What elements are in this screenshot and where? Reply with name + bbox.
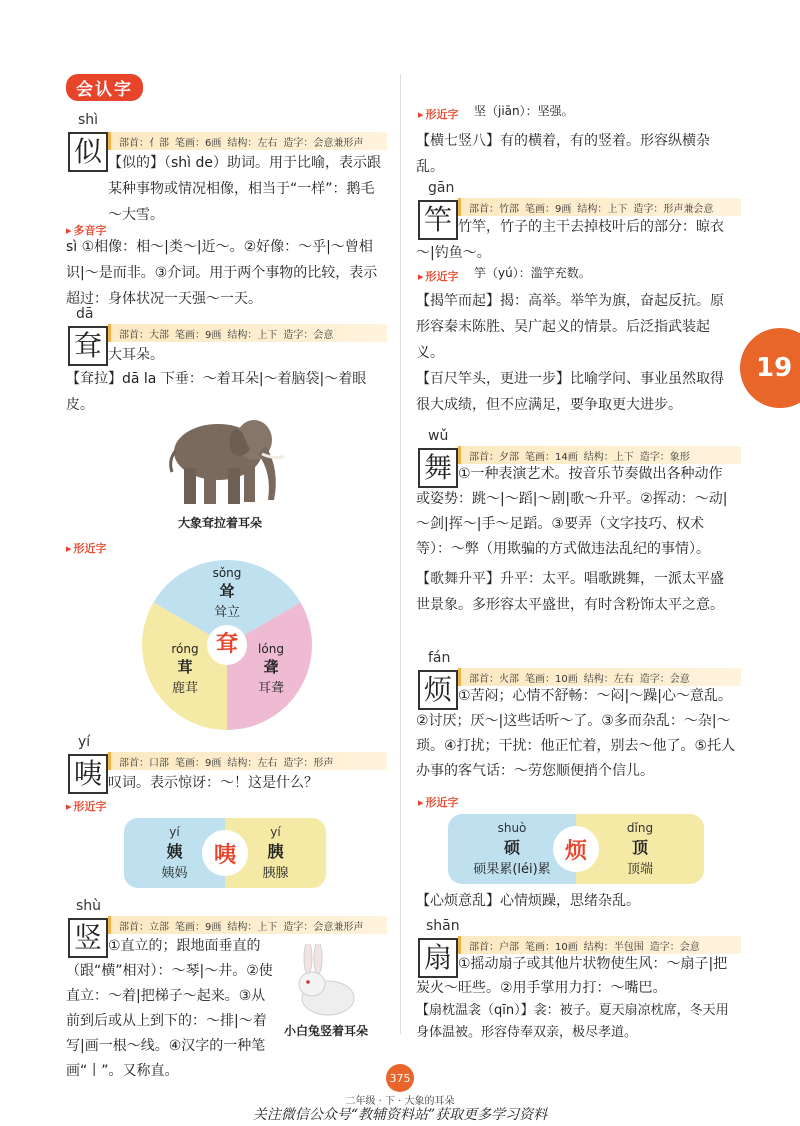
entry-wu-idiom: 【歌舞升平】升平：太平。唱歌跳舞，一派太平盛世景象。多形容太平盛世，有时含粉饰太平之意。 <box>416 571 724 613</box>
entry-gan-tag: ▸ 形近字 <box>418 268 459 284</box>
entry-gan-idiom1: 【揭竿而起】揭：高举。举竿为旗，奋起反抗。原形容秦末陈胜、吴广起义的情景。后泛指武装起义。 <box>416 293 724 361</box>
entry-wu-pinyin: wǔ <box>428 428 449 444</box>
entry-shu-tag: ▸ 形近字 <box>418 106 459 122</box>
entry-yi-text1: 叹词。表示惊讶：～！这是什么？ <box>108 775 318 791</box>
entry-shu-meta: 部首：立部 笔画：9画 结构：上下 造字：会意兼形声 <box>108 916 387 934</box>
entry-gan-text1: 竹竿，竹子的主干去掉枝叶后的部分：晾衣～|钓鱼～。 <box>416 219 724 261</box>
entry-shan-char: 扇 <box>418 938 458 978</box>
entry-da-meta: 部首：大部 笔画：9画 结构：上下 造字：会意 <box>108 324 387 342</box>
entry-shu-char: 竖 <box>68 918 108 958</box>
rabbit-caption: 小白兔竖着耳朵 <box>284 1024 369 1038</box>
entry-fan-text1: ①苦闷；心情不舒畅：～闷|～躁|心～意乱。②讨厌；厌～|这些话听～了。③多而杂乱：～杂|～琐。④打扰；干扰：他正忙着，别去～他了。⑤托人办事的客气话：～劳您顺便捎个信儿。 <box>416 688 736 779</box>
rabbit-image <box>284 944 364 1018</box>
entry-shu-idiom: 【横七竖八】有的横着，有的竖着。形容纵横杂乱。 <box>416 133 710 175</box>
entry-si-text1: 【似的】（shì de）助词。用于比喻，表示跟某种事物或情况相像，相当于“一样”：鹅毛～大雪。 <box>108 155 382 223</box>
entry-shan-text1: ①摇动扇子或其他片状物使生风：～扇子|把炭火～旺些。②用手掌用力打：～嘴巴。 <box>416 956 728 996</box>
entry-shu-tag-text: 坚（jiān）：坚强。 <box>474 104 574 118</box>
entry-wu-char: 舞 <box>418 448 458 488</box>
column-divider <box>400 74 401 1034</box>
entry-fan-idiom: 【心烦意乱】心情烦躁，思绪杂乱。 <box>416 893 640 909</box>
pie-item-left: róng 茸 鹿茸 <box>171 642 199 696</box>
yi-similar-pair: yí 姨 姨妈 yí 胰 胰腺 咦 <box>124 818 326 888</box>
entry-shu-pinyin: shù <box>76 898 102 914</box>
page-tab: 19 <box>740 328 800 408</box>
elephant-caption: 大象耷拉着耳朵 <box>178 516 263 530</box>
entry-shan-meta: 部首：户部 笔画：10画 结构：半包围 造字：会意 <box>458 936 741 954</box>
entry-gan-idiom2: 【百尺竿头，更进一步】比喻学问、事业虽然取得很大成绩，但不应满足，要争取更大进步。 <box>416 371 724 413</box>
entry-wu-meta: 部首：夕部 笔画：14画 结构：上下 造字：象形 <box>458 446 741 464</box>
entry-yi-meta: 部首：口部 笔画：9画 结构：左右 造字：形声 <box>108 752 387 770</box>
entry-da-tag: ▸ 形近字 <box>66 540 107 556</box>
entry-gan-meta: 部首：竹部 笔画：9画 结构：上下 造字：形声兼会意 <box>458 198 741 216</box>
entry-shan-idiom: 【扇枕温衾（qīn）】衾：被子。夏天扇凉枕席，冬天用身体温被。形容侍奉双亲，极尽孝道。 <box>416 1003 729 1040</box>
entry-yi-char: 咦 <box>68 754 108 794</box>
entry-fan-char: 烦 <box>418 670 458 710</box>
entry-si-tag: ▸ 多音字 <box>66 222 107 238</box>
entry-shu-text1: ①直立的；跟地面垂直的（跟“横”相对）：～琴|～井。②使直立：～着|把梯子～起来。③从前到后或从上到下的：～排|～着写|画一根～线。④汉字的一种笔画“丨”。又称直。 <box>66 938 273 1079</box>
entry-si-pinyin: shì <box>78 112 99 128</box>
entry-fan-tag: ▸ 形近字 <box>418 794 459 810</box>
entry-fan-pinyin: fán <box>428 650 451 666</box>
entry-yi-pinyin: yí <box>78 734 91 750</box>
entry-gan-tag-text: 竽（yú）：滥竽充数。 <box>474 266 591 280</box>
entry-fan-meta: 部首：火部 笔画：10画 结构：左右 造字：会意 <box>458 668 741 686</box>
fan-similar-pair: shuò 硕 硕果累(léi)累 dǐng 顶 顶端 烦 <box>448 814 704 884</box>
entry-gan-pinyin: gān <box>428 180 455 196</box>
page-number: 375 <box>386 1064 414 1092</box>
pie-item-top: sǒng 耸 耸立 <box>212 566 242 620</box>
entry-da-char: 耷 <box>68 326 108 366</box>
footer-watermark: 关注微信公众号“教辅资料站”获取更多学习资料 <box>252 1107 548 1123</box>
entry-si-meta: 部首：亻部 笔画：6画 结构：左右 造字：会意兼形声 <box>108 132 387 150</box>
entry-si-text2: sì ①相像：相～|类～|近～。②好像：～乎|～曾相识|～是而非。③介词。用于两个事物的比较，表示超过：身体状况一天强～一天。 <box>66 239 378 307</box>
entry-shan-pinyin: shān <box>426 918 460 934</box>
entry-da-pinyin: dā <box>76 306 94 322</box>
entry-wu-text1: ①一种表演艺术。按音乐节奏做出各种动作或姿势：跳～|～蹈|～剧|歌～升平。②挥动：～动|～剑|挥～|手～足蹈。③要弄（文字技巧、权术等）：～弊（用欺骗的方式做违法乱纪的事情）。 <box>416 466 728 557</box>
elephant-image <box>158 410 298 510</box>
entry-gan-char: 竿 <box>418 200 458 240</box>
pie-center-char: 耷 <box>215 632 238 657</box>
section-badge: 会认字 <box>66 74 143 101</box>
pie-item-right: lóng 聋 耳聋 <box>257 642 284 696</box>
footer-subtitle: 二年级 · 下 · 大象的耳朵 <box>345 1096 455 1107</box>
entry-yi-tag: ▸ 形近字 <box>66 798 107 814</box>
entry-si-char: 似 <box>68 132 108 172</box>
entry-da-text2: 【耷拉】dā la 下垂：～着耳朵|～着脑袋|～着眼皮。 <box>66 371 367 413</box>
entry-da-text1: 大耳朵。 <box>108 347 164 363</box>
